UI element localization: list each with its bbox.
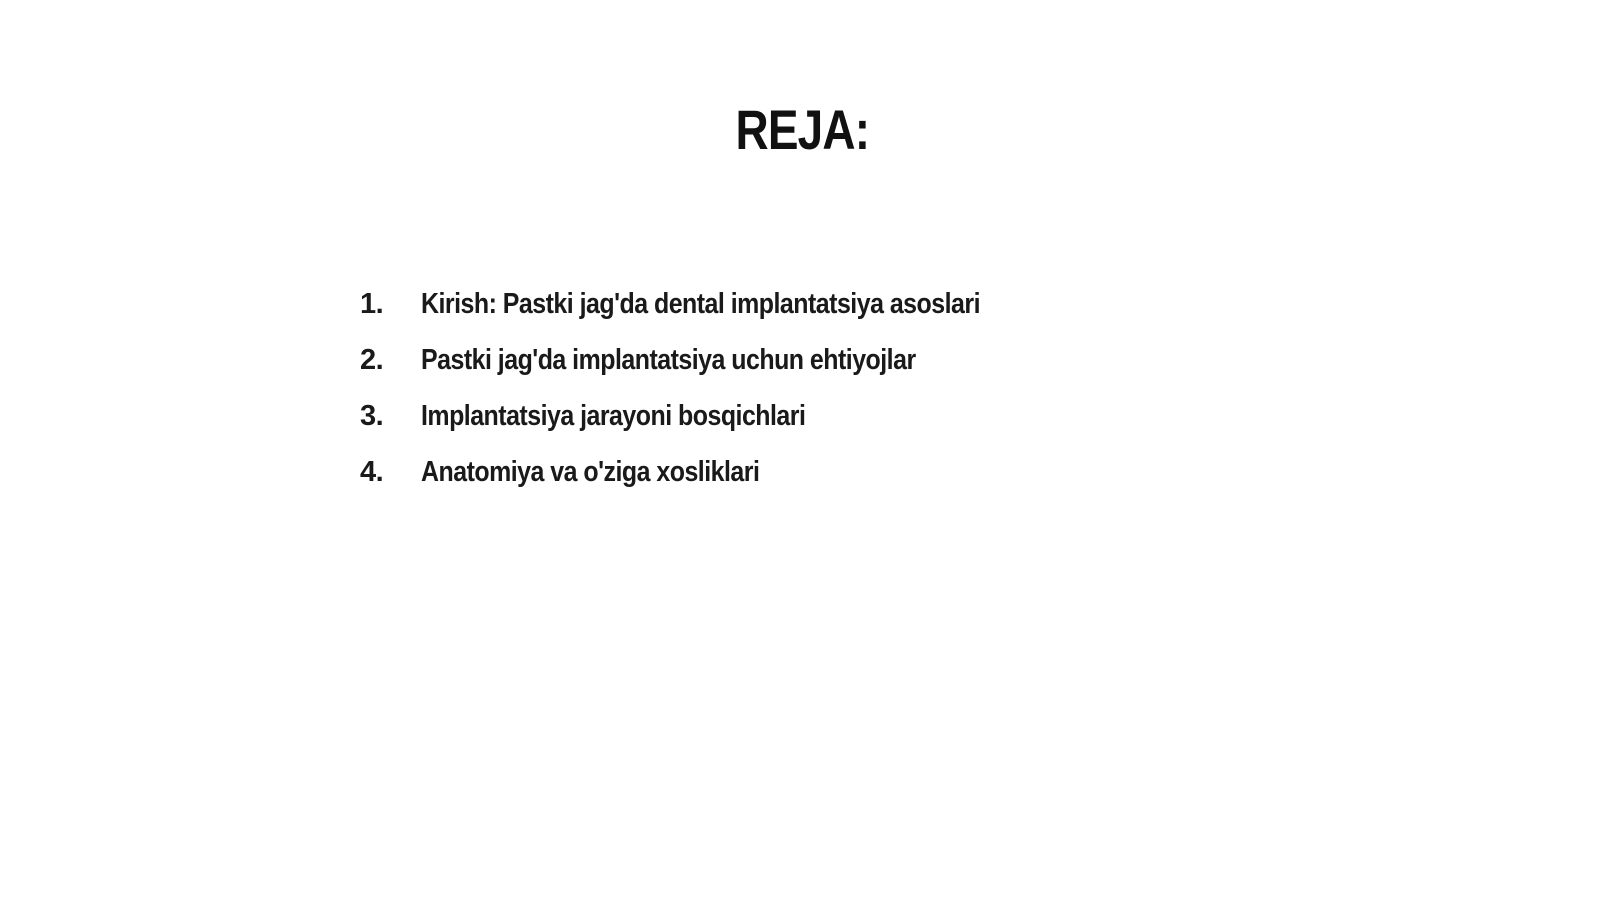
- list-item-text: Pastki jag'da implantatsiya uchun ehtiyojlar: [421, 344, 916, 376]
- list-item: [360, 342, 1071, 398]
- list-item-text: Implantatsiya jarayoni bosqichlari: [421, 400, 806, 432]
- list-item-text: Anatomiya va o'ziga xosliklari: [421, 456, 760, 488]
- list-item-number: 1.: [360, 288, 384, 320]
- list-item-number: 3.: [360, 400, 384, 432]
- list-item-number: 2.: [360, 344, 384, 376]
- slide-title: REJA:: [735, 98, 870, 161]
- list-item: [360, 454, 1071, 510]
- list-item: [360, 286, 1071, 342]
- plan-list: [360, 286, 1071, 510]
- list-item: [360, 398, 1071, 454]
- list-item-text: Kirish: Pastki jag'da dental implantatsiya asoslari: [421, 288, 980, 320]
- list-item-number: 4.: [360, 456, 384, 488]
